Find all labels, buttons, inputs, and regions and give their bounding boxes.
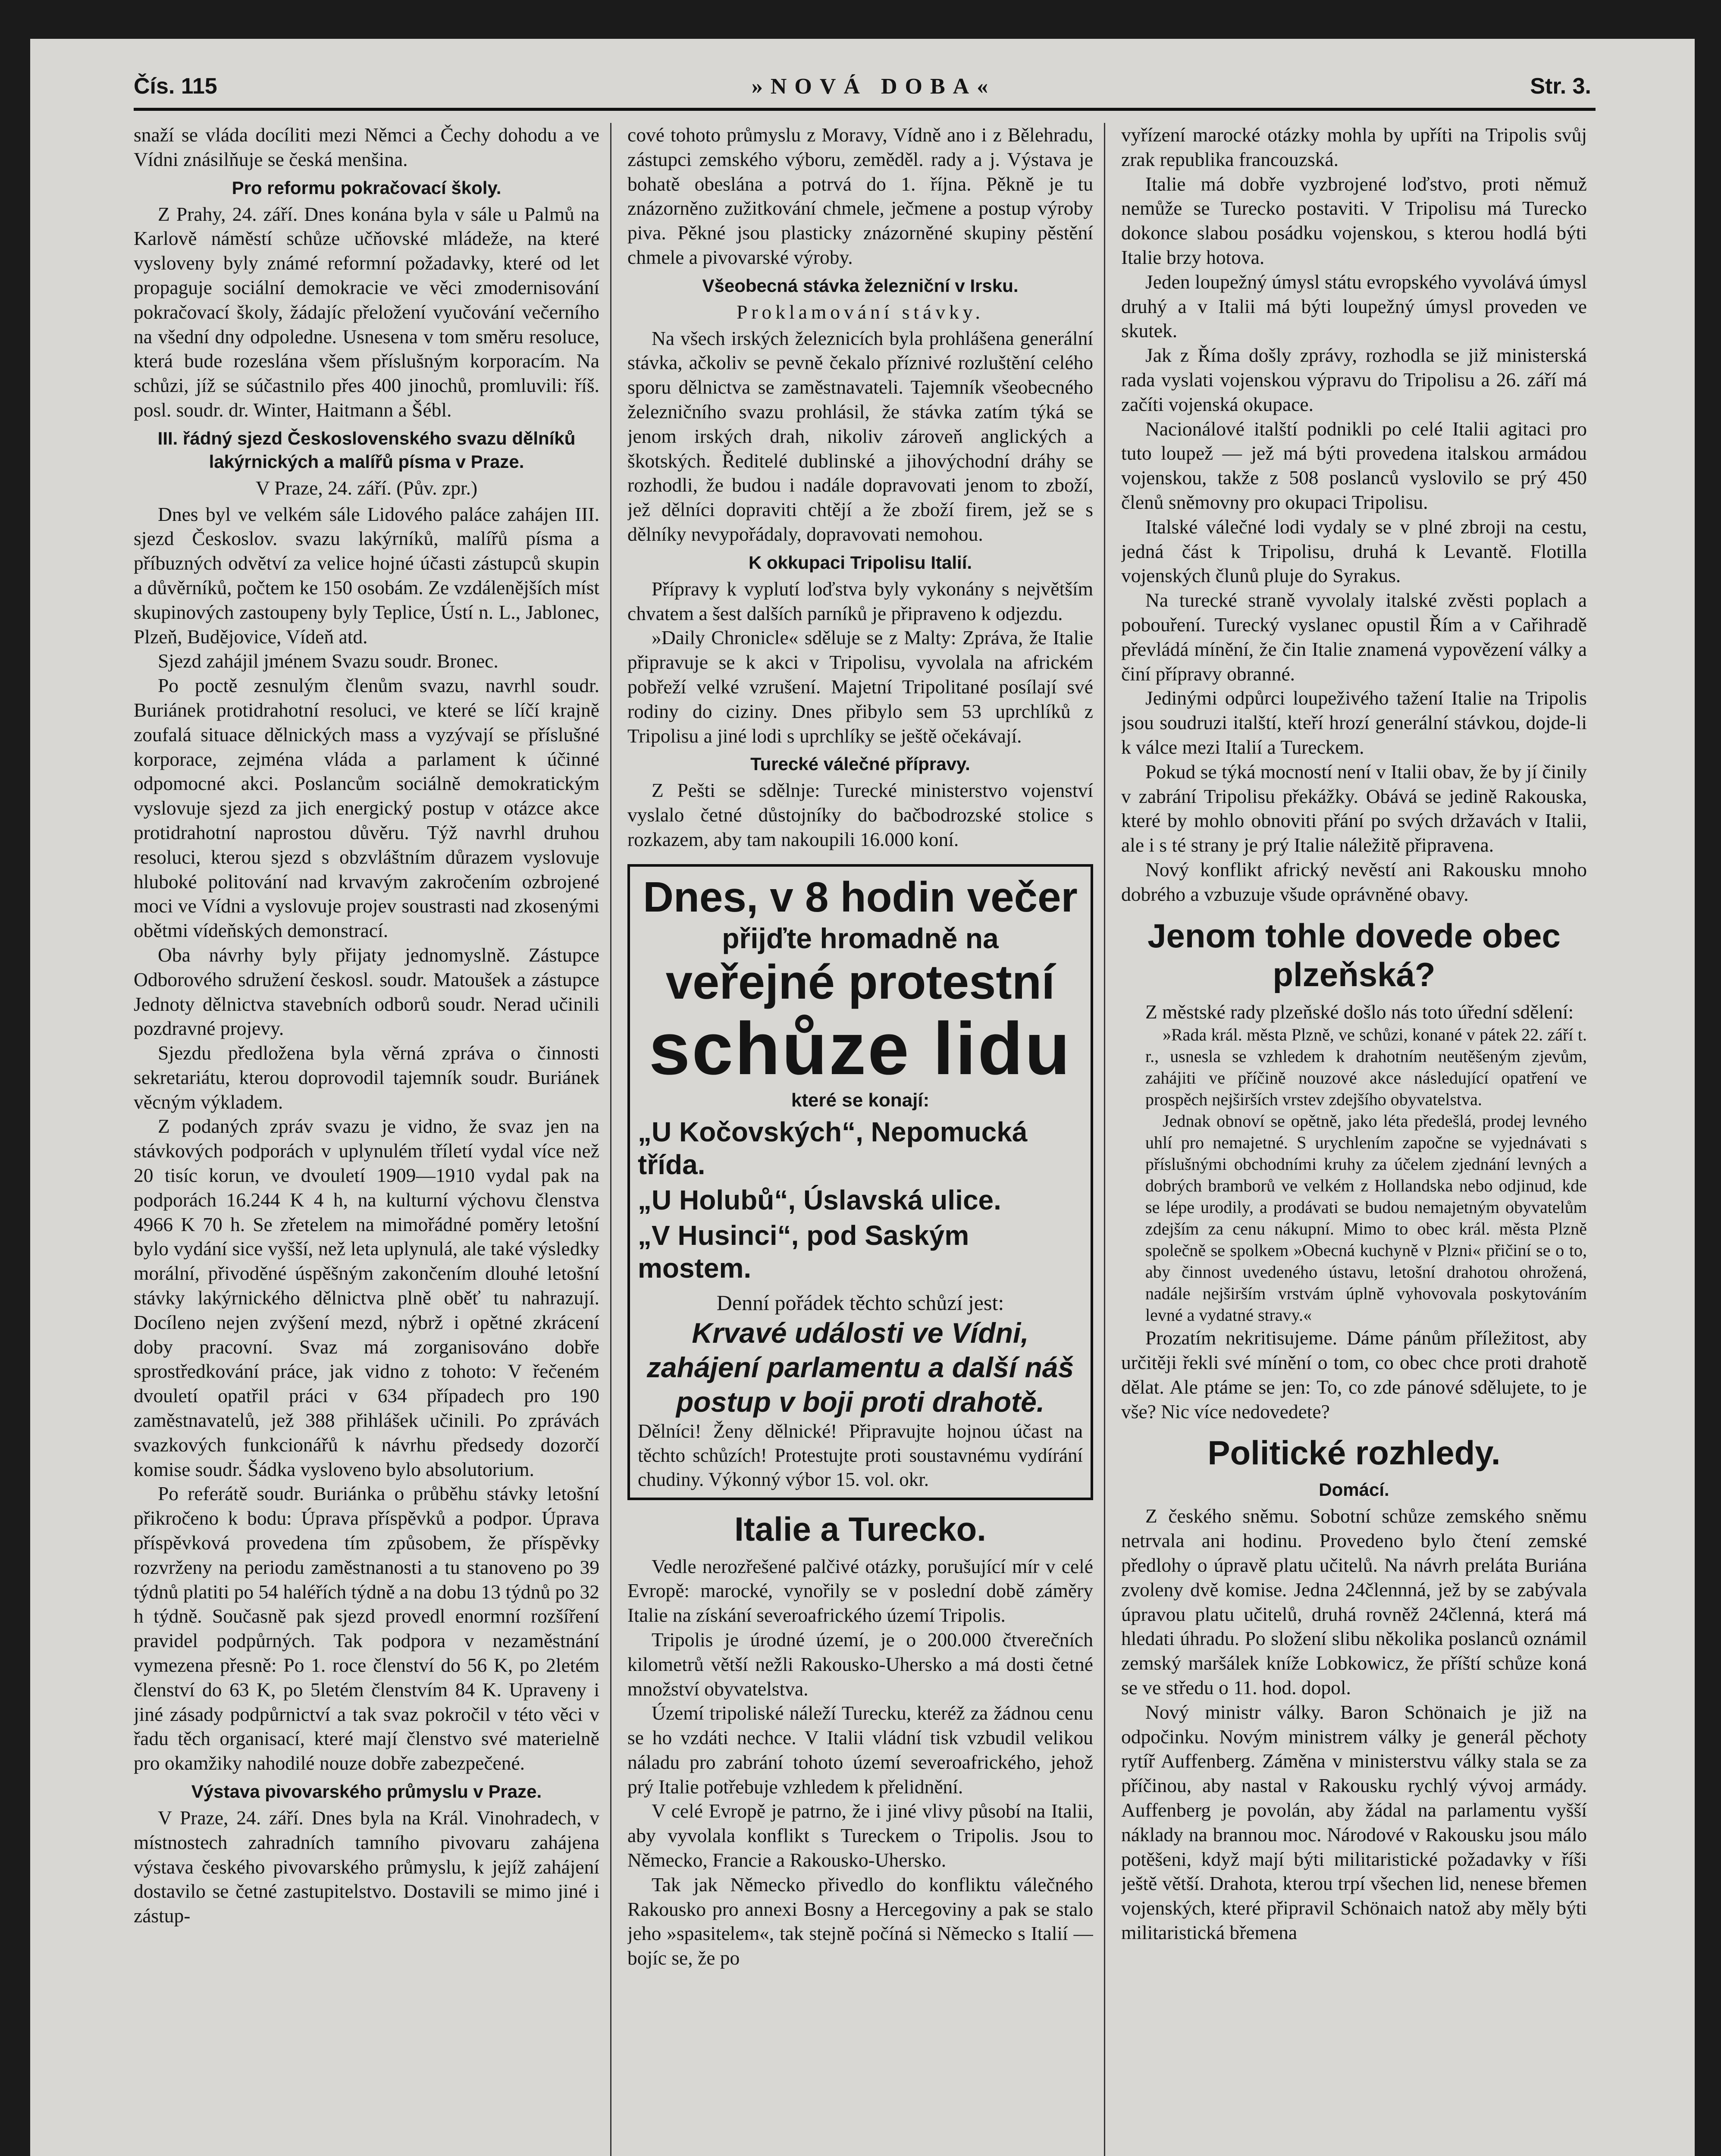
article-heading: K okkupaci Tripolisu Italií. — [748, 552, 972, 573]
article-heading: Pro reformu pokračovací školy. — [232, 177, 502, 198]
paragraph: »Daily Chronicle« sděluje se z Malty: Zpráva, že Italie připravuje se k akci v Tripolisu, vyvolala na africkém pobřeží velké vzrušení. Majetní Tripolitané posílají své rodiny do ciziny. Dnes přibylo sem 53 uprchlíků z Tripolisu a jiné lodi s uprchlíky se ještě očekávají. — [627, 627, 1093, 747]
page-header — [134, 69, 1591, 103]
agenda-text: Krvavé události ve Vídni, zahájení parlamentu a další náš postup v boji proti drahotě. — [646, 1316, 1074, 1418]
paragraph: Prozatím nekritisujeme. Dáme pánům příležitost, aby určitěji řekli své mínění o tom, co obec chce proti drahotě dělat. Ale ptáme se jen: To, co zde pánové sdělujete, to je vše? Nic více nedovedete? — [1121, 1327, 1587, 1423]
paragraph: Italské válečné lodi vydaly se v plné zbroji na cestu, jedná část k Tripolisu, druhá k Levantě. Flotilla vojenských člunů pluje do Syrakus. — [1121, 515, 1587, 587]
paragraph: Oba návrhy byly přijaty jednomyslně. Zástupce Odborového sdružení českosl. soudr. Matoušek a zástupce Jednoty dělnictva stavebních odborů soudr. Nerad učinili pozdravné projevy. — [134, 943, 599, 1040]
paragraph: V celé Evropě je patrno, že i jiné vlivy působí na Italii, aby vyvolala konflikt s Tureckem o Tripolis. Jsou to Německo, Francie a Rakousko-Uhersko. — [627, 1800, 1093, 1871]
subheading: Proklamování stávky. — [737, 301, 984, 323]
dateline: V Praze, 24. září. (Pův. zpr.) — [255, 476, 478, 499]
paragraph: Na všech irských železnicích byla prohlášena generální stávka, ačkoliv se pevně čekalo příznivé rozluštění celého sporu dělnictva se zaměstnavateli. Tajemník všeobecného železničního svazu prohlásil, že stávka zatím týká se jenom irských drah, nikoliv zároveň anglických a škotských. Ředitelé dublinské a jihovýchodní dráhy se rozhodli, že budou i nadále dopravovati jenom to zboží, jež dělníci dopraviti chtějí a že zboží firem, jež se s dělníky nevypořádaly, dopravovati nemohou. — [627, 327, 1093, 545]
paragraph: Tripolis je úrodné území, je o 200.000 čtverečních kilometrů větší nežli Rakousko-Uhersko a má dosti četné množství obyvatelstva. — [627, 1628, 1093, 1700]
section-subheading: Domácí. — [1319, 1479, 1389, 1500]
column-divider — [610, 123, 611, 2156]
paragraph: Dnes byl ve velkém sále Lidového paláce zahájen III. sjezd Českoslov. svazu lakýrníků, malířů písma a příbuzných odvětví za velice hojné účasti zástupců skupin a důvěrníků, počtem ke 150 osobám. Ze vzdálenějších míst skupinových zastoupeny byly Teplice, Ústí n. L., Jablonec, Plzeň, Budějovice, Vídeň atd. — [134, 503, 599, 648]
venue-item: „V Husinci“, pod Saským mostem. — [638, 1219, 969, 1284]
quote-paragraph: Jednak obnoví se opětně, jako léta předešlá, prodej levného uhlí pro nemajetné. S urychlením započne se vyjednávati s příslušnými obchodními kruhy za účelem zjednání levných a dobrých bramborů ve velkém z Hollandska nebo odjinud, kde se lépe urodily, a prodávati se budou nemajetným obyvatelům zdejším za cenu nákupní. Mimo to obec král. města Plzně společně se spolkem »Obecná kuchyně v Plzni« přičiní se o to, aby činnost uvedeného ústavu, letošní drahotou ohrožená, nadále nejširším vrstvám úplně vyhovovala poskytováním levné a vydatné stravy.« — [1145, 1111, 1587, 1325]
article-heading: Všeobecná stávka železniční v Irsku. — [702, 275, 1019, 296]
paragraph: cové tohoto průmyslu z Moravy, Vídně ano i z Bělehradu, zástupci zemského výboru, zeměděl. rady a j. Výstava je bohatě obeslána a potrvá do 1. října. Pěkně je tu znázorněno zužitkování chmele, ječmene a postup výroby piva. Pěkné jsou plasticky znázorněné skupiny pěstění chmele a pivovarské výroby. — [627, 124, 1093, 268]
article-heading: Italie a Turecko. — [734, 1510, 986, 1548]
paragraph: Nacionálové italští podnikli po celé Italii agitaci pro tuto loupež — jež má býti provedena italskou armádou vojenskou, takže z 508 poslanců vyslovilo se prý 450 členů sněmovny pro okupaci Tripolisu. — [1121, 417, 1587, 513]
venue-item: „U Kočovských“, Nepomucká třída. — [638, 1116, 1028, 1180]
paragraph: vyřízení marocké otázky mohla by upříti na Tripolis svůj zrak republika francouzská. — [1121, 124, 1587, 170]
paragraph: Jak z Říma došly zprávy, rozhodla se již ministerská rada vyslati vojenskou výpravu do Tripolisu a 26. září má začíti vojenská okupace. — [1121, 344, 1587, 415]
announcement-title: schůze lidu — [649, 1007, 1072, 1090]
paragraph: Nový ministr války. Baron Schönaich je již na odpočinku. Novým ministrem války je generál pěchoty rytíř Auffenberg. Záměna v ministerstvu války stala se za příčinou, aby nastal v Rakousku rychlý vývoj armády. Auffenberg je povolán, aby žádal na parlamentu vyšší náklady na brannou moc. Národové v Rakousku jsou málo potěšeni, když mají býti militaristické požadavky v říši ještě větší. Drahota, kterou trpí všechen lid, nenese břemen vojenských, které připravil Schönaich natož aby měly býti militaristická břemena — [1121, 1701, 1587, 1944]
quoted-notice — [1145, 1024, 1587, 1326]
article-heading: Turecké válečné přípravy. — [750, 754, 970, 774]
paragraph: Po poctě zesnulým členům svazu, navrhl soudr. Buriánek protidrahotní resoluci, ve které se líčí krajně zoufalá situace dělnických mass a vyzývají se příslušné korporace, zejména vláda a parlament k účinné odpomocné akci. Poslancům sociálně demokratickým vyslovuje sjezd za jich energický postup v otázce akce protidrahotní naprostou důvěru. Týž navrhl druhou resoluci, kterou sjezd s obzvláštním důrazem vyslovuje hluboké politování nad krvavým zakročením ozbrojené moci ve Vídni a vyslovuje projev soustrasti nad zkosenými obětmi vídeňských demonstrací. — [134, 674, 599, 942]
paragraph: Sjezd zahájil jménem Svazu soudr. Bronec. — [158, 650, 498, 672]
paragraph: Jedinými odpůrci loupeživého tažení Italie na Tripolis jsou soudruzi italští, kteří hrozí generální stávkou, dojde-li k válce mezi Italií a Tureckem. — [1121, 687, 1587, 758]
paragraph: Tak jak Německo přivedlo do konfliktu válečného Rakousko pro annexi Bosny a Hercegoviny a pak se stalo jeho »spasitelem«, tak stejně počíná si Německo s Italií — bojíc se, že po — [627, 1873, 1093, 1969]
paragraph: Z Prahy, 24. září. Dnes konána byla v sále u Palmů na Karlově náměstí schůze učňovské mládeže, na které vysloveny byly známé reformní požadavky, které od let propaguje sociální demokracie ve věci zmodernisování pokračovací školy, žádajíc přeložení vyučování večerního na všední dny odpoledne. Usnesena v tom směru resoluce, která bude rozeslána všem příslušným korporacím. Na schůzi, jíž se súčastnilo přes 400 jinochů, promluvili: říš. posl. soudr. dr. Winter, Haitmann a Šébl. — [134, 203, 599, 421]
article-heading: III. řádný sjezd Československého svazu dělníků lakýrnických a malířů písma v Praze. — [157, 428, 576, 472]
quote-paragraph: »Rada král. města Plzně, ve schůzi, konané v pátek 22. září t. r., usnesla se vzhledem k drahotním neutěšeným zjevům, zahájiti ve příčině nouzové akce následující opatření ve prospěch nejširších vrstev zdejšího obyvatelstva. — [1145, 1025, 1587, 1109]
paragraph: Území tripoliské náleží Turecku, kteréž za žádnou cenu se ho vzdáti nechce. V Italii vládní tisk vzbudil velikou náladu pro zabrání tohoto území severoafrického, jehož prý Italie potřebuje vzhledem k přelidnění. — [627, 1702, 1093, 1798]
column-divider — [1104, 123, 1105, 2156]
paragraph: Po referátě soudr. Buriánka o průběhu stávky letošní přikročeno k bodu: Úprava příspěvků a podpor. Úprava příspěvková provedena tím způsobem, že příspěvky rozvrženy na periodu zaměstnanosti a tu stanoveno po 39 týdnů platiti po 54 haléřích týdně a na dobu 13 týdnů po 32 h týdně. Současně pak sjezd provedl enormní rozšíření pravidel podpůrných. Tak podpora v nezaměstnání vymezena přesně: Po 1. roce členství do 56 K, po 2letém členství do 63 K, po 5letém členstvím 84 K. Upraveny i jiné zásady podpůrnictví a tak svaz pokročil v této věci v řadu těch organisací, které mají členstvo své materielně pro okamžiky nahodilé nouze dobře zabezpečené. — [134, 1482, 599, 1774]
paragraph: Sjezdu předložena byla věrná zpráva o činnosti sekretariátu, kterou doprovodil tajemník soudr. Buriánek věcným výkladem. — [134, 1042, 599, 1113]
paragraph: Z českého sněmu. Sobotní schůze zemského sněmu netrvala ani hodinu. Provedeno bylo čtení zemské předlohy o úpravě platu učitelů. Na návrh preláta Buriána zvoleny dvě komise. Jedna 24člennná, jež by se zabývala úpravou platu učitelů, druhá rovněž 24členná, která má hledati úhradu. Po složení slibu několika poslanců oznámil zemský maršálek kníže Lobkowicz, že příští schůze koná se ve středu o 11. hod. dopol. — [1121, 1505, 1587, 1699]
announcement-line: které se konají: — [791, 1089, 930, 1111]
article-heading: Jenom tohle dovede obec plzeňská? — [1147, 916, 1561, 993]
venue-item: „U Holubů“, Úslavská ulice. — [638, 1184, 1001, 1216]
announcement-line: veřejné protestní — [665, 955, 1055, 1009]
paragraph: Z městské rady plzeňské došlo nás toto úřední sdělení: — [1145, 1000, 1574, 1023]
paragraph: V Praze, 24. září. Dnes byla na Král. Vinohradech, v místnostech zahradních tamního pivovaru zahájena výstava českého pivovarského průmyslu, k jejíž zahájení dostavilo se četné zastupitelstvo. Dostavili se mimo jiné i zástup- — [134, 1807, 599, 1927]
paragraph: snaží se vláda docíliti mezi Němci a Čechy dohodu a ve Vídni znásilňuje se česká menšina. — [134, 124, 599, 170]
paragraph: Jeden loupežný úmysl státu evropského vyvolává úmysl druhý a v Italii má býti loupežný úmysl proveden ve skutek. — [1121, 270, 1587, 342]
announcement-footer: Dělníci! Ženy dělnické! Připravujte hojnou účast na těchto schůzích! Protestujte proti soustavnému vydírání chudiny. Výkonný výbor 15. vol. okr. — [638, 1420, 1083, 1490]
masthead-title: »NOVÁ DOBA« — [751, 74, 996, 99]
announcement-line: přijďte hromadně na — [722, 922, 999, 954]
page-number: Str. 3. — [1530, 74, 1591, 99]
issue-number: Čís. 115 — [134, 74, 217, 99]
announcement-line: Dnes, v 8 hodin večer — [643, 873, 1078, 921]
meeting-announcement-box — [627, 864, 1093, 1500]
column-3 — [1121, 123, 1587, 2156]
column-1 — [134, 123, 599, 2156]
header-rule — [134, 108, 1596, 111]
newspaper-page — [30, 39, 1695, 2156]
paragraph: Přípravy k vyplutí loďstva byly vykonány s největším chvatem a šest dalších parníků je připraveno k odjezdu. — [627, 577, 1093, 624]
paragraph: Nový konflikt africký nevěstí ani Rakousku mnoho dobrého a vzbuzuje všude oprávněné obavy. — [1121, 858, 1587, 905]
paragraph: Pokud se týká mocností není v Italii obav, že by jí činily v zabrání Tripolisu překážky. Obává se jedině Rakouska, které by mohlo obnoviti přání po svých državách v Italii, ale i s té strany je prý Italie náležitě připravena. — [1121, 760, 1587, 856]
column-2 — [627, 123, 1093, 2156]
paragraph: Z Pešti se sdělnje: Turecké ministerstvo vojenství vyslalo četné důstojníky do bačbodrozské stolice s rozkazem, aby tam nakoupili 16.000 koní. — [627, 779, 1093, 850]
article-heading: Politické rozhledy. — [1207, 1434, 1501, 1472]
paragraph: Vedle nerozřešené palčivé otázky, porušující mír v celé Evropě: marocké, vynořily se v poslední době záměry Italie na získání severoafrického území Tripolis. — [627, 1555, 1093, 1626]
paragraph: Na turecké straně vyvolaly italské zvěsti poplach a pobouření. Turecký vyslanec opustil Řím a v Cařihradě převládá mínění, že čin Italie znamená vypovězení války a činí přípravy obranné. — [1121, 589, 1587, 685]
article-heading: Výstava pivovarského průmyslu v Praze. — [191, 1781, 542, 1802]
paragraph: Z podaných zpráv svazu je vidno, že svaz jen na stávkových podporách v uplynulém tříletí vydal více než 20 tisíc korun, ve dvouletí 1909—1910 vydal pak na podporách 16.244 K 4 h, na kulturní výchovu členstva 4966 K 70 h. Se zřetelem na mimořádné poměry letošní bylo vydání sice vyšší, než leta uplynulá, ale také výsledky morální, přivoděné úspěšným zakončením dlouhé letošní stávky lakýrnického dělnictva plně oběť tu nahrazují. Docíleno nejen zvýšení mezd, nýbrž i opětné zkrácení doby pracovní. Svaz má zorganisováno dobře sprostředkování práce, jak vidno z tohoto: V řečeném dvouletí opatřil práci v 634 případech pro 190 zaměstnavatelů, jež 388 přihlášek učinili. Po zprávách svazkových funkcionářů k návrhu předsedy dozorčí komise soudr. Šádka vysloveno bylo absolutorium. — [134, 1115, 599, 1480]
paragraph: Italie má dobře vyzbrojené loďstvo, proti němuž nemůže se Turecko postaviti. V Tripolisu má Turecko dokonce slabou posádku vojenskou, s kterou hodlá býti Italie brzy hotova. — [1121, 172, 1587, 268]
agenda-label: Denní pořádek těchto schůzí jest: — [716, 1290, 1004, 1315]
